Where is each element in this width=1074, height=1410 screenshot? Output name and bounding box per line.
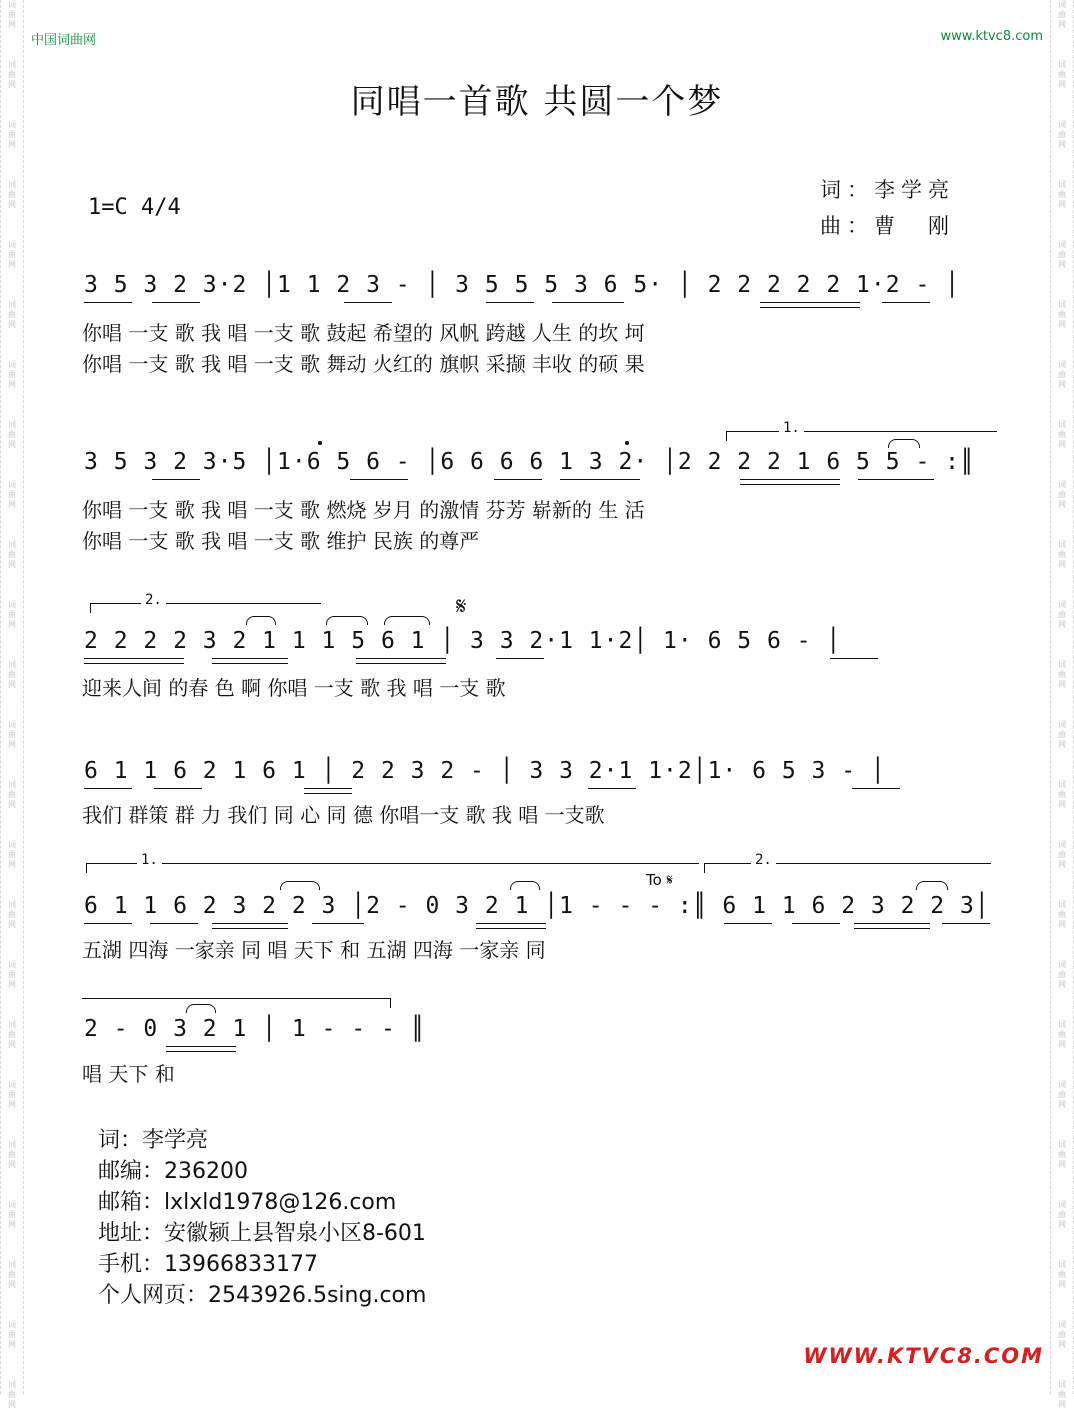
watermark-char: 网 bbox=[8, 560, 16, 569]
contact-address: 地址：安徽颍上县智泉小区8-601 bbox=[98, 1221, 426, 1246]
watermark-char: 网 bbox=[1058, 800, 1066, 809]
watermark-char: 网 bbox=[1058, 1400, 1066, 1409]
watermark-char: 网 bbox=[8, 860, 16, 869]
watermark-char: 词 bbox=[1058, 180, 1066, 189]
watermark-char: 词 bbox=[8, 420, 16, 429]
contact-homepage: 个人网页：2543926.5sing.com bbox=[98, 1283, 427, 1308]
watermark-char: 词 bbox=[8, 900, 16, 909]
watermark-char: 曲 bbox=[8, 910, 16, 919]
watermark-char: 曲 bbox=[1058, 850, 1066, 859]
watermark-char: 曲 bbox=[8, 670, 16, 679]
watermark-char: 词 bbox=[8, 240, 16, 249]
watermark-char: 网 bbox=[1058, 1040, 1066, 1049]
watermark-char: 词 bbox=[8, 720, 16, 729]
watermark-char: 词 bbox=[8, 540, 16, 549]
watermark-char: 曲 bbox=[1058, 970, 1066, 979]
volta-2-bracket bbox=[90, 592, 321, 613]
watermark-char: 词 bbox=[8, 180, 16, 189]
watermark-char: 曲 bbox=[1058, 610, 1066, 619]
watermark-char: 网 bbox=[1058, 1220, 1066, 1229]
watermark-char: 曲 bbox=[1058, 550, 1066, 559]
contact-phone: 手机：13966833177 bbox=[98, 1252, 318, 1277]
watermark-char: 词 bbox=[8, 1260, 16, 1269]
watermark-char: 词 bbox=[1058, 600, 1066, 609]
watermark-char: 曲 bbox=[1058, 730, 1066, 739]
watermark-char: 曲 bbox=[1058, 370, 1066, 379]
notes-line: 3 5 3 2 3·2 │1 1 2 3 - │ 3 5 5 5 3 6 5· │ 2 2 2 2 2 1·2 - │ bbox=[84, 272, 960, 298]
watermark-char: 曲 bbox=[8, 610, 16, 619]
watermark-char: 曲 bbox=[8, 190, 16, 199]
watermark-char: 曲 bbox=[8, 790, 16, 799]
watermark-char: 曲 bbox=[1058, 10, 1066, 19]
watermark-char: 曲 bbox=[1058, 70, 1066, 79]
volta-label: 1. bbox=[779, 420, 804, 436]
watermark-char: 曲 bbox=[8, 1030, 16, 1039]
lyricist-credit: 词：李学亮 bbox=[820, 178, 955, 202]
watermark-char: 词 bbox=[1058, 1380, 1066, 1389]
watermark-strip-left bbox=[0, 0, 24, 1409]
watermark-char: 词 bbox=[1058, 60, 1066, 69]
watermark-char: 词 bbox=[8, 660, 16, 669]
watermark-char: 曲 bbox=[1058, 790, 1066, 799]
lyrics-chorus: 我们 群策 群 力 我们 同 心 同 德 你唱一支 歌 我 唱 一支歌 bbox=[82, 803, 605, 827]
song-title: 同唱一首歌 共圆一个梦 bbox=[350, 82, 724, 122]
watermark-char: 曲 bbox=[8, 730, 16, 739]
watermark-char: 曲 bbox=[1058, 1390, 1066, 1399]
watermark-char: 词 bbox=[1058, 1020, 1066, 1029]
watermark-char: 词 bbox=[1058, 660, 1066, 669]
watermark-char: 网 bbox=[8, 140, 16, 149]
contact-email: 邮箱：lxlxld1978@126.com bbox=[98, 1190, 397, 1215]
watermark-char: 网 bbox=[8, 680, 16, 689]
watermark-char: 词 bbox=[8, 60, 16, 69]
watermark-char: 词 bbox=[1058, 780, 1066, 789]
watermark-char: 词 bbox=[8, 1320, 16, 1329]
watermark-char: 词 bbox=[8, 600, 16, 609]
watermark-char: 曲 bbox=[1058, 250, 1066, 259]
watermark-char: 词 bbox=[1058, 120, 1066, 129]
watermark-char: 词 bbox=[1058, 1080, 1066, 1089]
watermark-char: 曲 bbox=[8, 1210, 16, 1219]
watermark-char: 曲 bbox=[8, 370, 16, 379]
lyrics-verse-2: 你唱 一支 歌 我 唱 一支 歌 舞动 火红的 旗帜 采撷 丰收 的硕 果 bbox=[82, 352, 645, 376]
watermark-char: 曲 bbox=[1058, 1270, 1066, 1279]
watermark-char: 曲 bbox=[8, 310, 16, 319]
watermark-char: 曲 bbox=[1058, 190, 1066, 199]
watermark-char: 网 bbox=[8, 200, 16, 209]
notes-line: 2 2 2 2 3 2 1 1 1 5 6 1 │ 3 3 2·1 1·2│ 1· 6 5 6 - │ bbox=[84, 628, 842, 654]
watermark-char: 网 bbox=[8, 1040, 16, 1049]
watermark-char: 网 bbox=[8, 1400, 16, 1409]
watermark-char: 词 bbox=[8, 840, 16, 849]
watermark-char: 网 bbox=[8, 800, 16, 809]
watermark-char: 网 bbox=[1058, 500, 1066, 509]
watermark-char: 曲 bbox=[1058, 1090, 1066, 1099]
watermark-char: 曲 bbox=[1058, 430, 1066, 439]
watermark-char: 网 bbox=[1058, 860, 1066, 869]
watermark-char: 曲 bbox=[8, 850, 16, 859]
contact-postcode: 邮编：236200 bbox=[98, 1159, 248, 1184]
watermark-char: 曲 bbox=[8, 1150, 16, 1159]
watermark-char: 词 bbox=[8, 1080, 16, 1089]
watermark-char: 曲 bbox=[1058, 1030, 1066, 1039]
watermark-char: 词 bbox=[1058, 240, 1066, 249]
watermark-char: 网 bbox=[1058, 1340, 1066, 1349]
watermark-char: 网 bbox=[1058, 200, 1066, 209]
watermark-char: 词 bbox=[1058, 1260, 1066, 1269]
watermark-char: 曲 bbox=[8, 250, 16, 259]
watermark-char: 曲 bbox=[1058, 1330, 1066, 1339]
watermark-strip-right bbox=[1050, 0, 1074, 1409]
watermark-char: 词 bbox=[8, 1140, 16, 1149]
watermark-char: 网 bbox=[1058, 440, 1066, 449]
lyrics-chorus: 唱 天下 和 bbox=[82, 1062, 175, 1086]
watermark-char: 词 bbox=[1058, 540, 1066, 549]
watermark-char: 词 bbox=[8, 360, 16, 369]
watermark-char: 词 bbox=[8, 300, 16, 309]
watermark-char: 网 bbox=[1058, 320, 1066, 329]
lyrics-verse-2: 你唱 一支 歌 我 唱 一支 歌 维护 民族 的尊严 bbox=[82, 529, 480, 553]
watermark-char: 网 bbox=[8, 260, 16, 269]
watermark-char: 曲 bbox=[1058, 1150, 1066, 1159]
notes-line: 2 - 0 3 2 1 │ 1 - - - ║ bbox=[84, 1016, 426, 1042]
lyrics-verse-1: 你唱 一支 歌 我 唱 一支 歌 鼓起 希望的 风帆 跨越 人生 的坎 坷 bbox=[82, 321, 645, 345]
watermark-char: 词 bbox=[1058, 1320, 1066, 1329]
volta-2-bracket bbox=[704, 852, 991, 873]
lyrics-chorus: 五湖 四海 一家亲 同 唱 天下 和 五湖 四海 一家亲 同 bbox=[82, 938, 546, 962]
watermark-char: 网 bbox=[8, 1280, 16, 1289]
watermark-char: 曲 bbox=[1058, 310, 1066, 319]
watermark-char: 曲 bbox=[8, 10, 16, 19]
watermark-char: 词 bbox=[1058, 1200, 1066, 1209]
watermark-char: 网 bbox=[1058, 620, 1066, 629]
volta-label: 2. bbox=[751, 852, 776, 868]
watermark-char: 网 bbox=[1058, 20, 1066, 29]
ending-bracket bbox=[82, 998, 391, 1008]
watermark-char: 词 bbox=[8, 1200, 16, 1209]
watermark-char: 网 bbox=[8, 440, 16, 449]
lyrics-verse-1: 你唱 一支 歌 我 唱 一支 歌 燃烧 岁月 的激情 芬芳 崭新的 生 活 bbox=[82, 498, 645, 522]
watermark-char: 网 bbox=[8, 920, 16, 929]
watermark-char: 曲 bbox=[8, 70, 16, 79]
watermark-char: 网 bbox=[1058, 1280, 1066, 1289]
volta-1-bracket bbox=[86, 852, 699, 873]
watermark-char: 网 bbox=[1058, 140, 1066, 149]
watermark-char: 词 bbox=[1058, 720, 1066, 729]
site-url: www.ktvc8.com bbox=[940, 29, 1043, 44]
composer-credit: 曲：曹 刚 bbox=[820, 214, 955, 238]
watermark-char: 网 bbox=[1058, 260, 1066, 269]
watermark-char: 网 bbox=[8, 20, 16, 29]
notes-line: 6 1 1 6 2 3 2 2 3 │2 - 0 3 2 1 │1 - - - :║ 6 1 1 6 2 3 2 2 3│ bbox=[84, 893, 990, 919]
watermark-char: 网 bbox=[8, 380, 16, 389]
watermark-char: 网 bbox=[8, 1340, 16, 1349]
watermark-char: 词 bbox=[8, 120, 16, 129]
volta-label: 1. bbox=[137, 852, 162, 868]
watermark-char: 网 bbox=[1058, 740, 1066, 749]
watermark-char: 网 bbox=[8, 80, 16, 89]
volta-1-bracket bbox=[726, 420, 997, 441]
watermark-char: 词 bbox=[1058, 480, 1066, 489]
watermark-char: 曲 bbox=[1058, 130, 1066, 139]
watermark-char: 网 bbox=[8, 500, 16, 509]
watermark-char: 词 bbox=[1058, 420, 1066, 429]
notes-line: 6 1 1 6 2 1 6 1 │ 2 2 3 2 - │ 3 3 2·1 1·2│1· 6 5 3 - │ bbox=[84, 758, 886, 784]
segno-sign: 𝄋 bbox=[456, 592, 467, 620]
watermark-char: 词 bbox=[8, 960, 16, 969]
watermark-char: 网 bbox=[1058, 1100, 1066, 1109]
watermark-char: 曲 bbox=[1058, 490, 1066, 499]
watermark-char: 网 bbox=[1058, 80, 1066, 89]
watermark-char: 曲 bbox=[8, 490, 16, 499]
watermark-char: 词 bbox=[1058, 360, 1066, 369]
watermark-char: 曲 bbox=[8, 970, 16, 979]
watermark-char: 网 bbox=[1058, 560, 1066, 569]
lyrics-chorus: 迎来人间 的春 色 啊 你唱 一支 歌 我 唱 一支 歌 bbox=[82, 676, 506, 700]
contact-info bbox=[98, 1125, 426, 1311]
watermark-char: 曲 bbox=[1058, 910, 1066, 919]
watermark-char: 网 bbox=[8, 980, 16, 989]
watermark-char: 网 bbox=[1058, 980, 1066, 989]
watermark-char: 词 bbox=[8, 480, 16, 489]
watermark-char: 词 bbox=[8, 0, 16, 9]
watermark-char: 词 bbox=[8, 1380, 16, 1389]
watermark-char: 词 bbox=[1058, 900, 1066, 909]
site-name: 中国词曲网 bbox=[31, 33, 97, 48]
watermark-char: 网 bbox=[1058, 920, 1066, 929]
watermark-char: 网 bbox=[8, 1100, 16, 1109]
watermark-char: 词 bbox=[1058, 840, 1066, 849]
watermark-char: 曲 bbox=[8, 1270, 16, 1279]
watermark-char: 词 bbox=[1058, 0, 1066, 9]
key-signature: 1=C 4/4 bbox=[88, 195, 181, 220]
watermark-char: 网 bbox=[8, 620, 16, 629]
watermark-char: 网 bbox=[8, 1160, 16, 1169]
notes-line: 3 5 3 2 3·5 │1·6 5 6 - │6 6 6 6 1 3 2· │2 2 2 2 1 6 5 5 - :║ bbox=[84, 449, 975, 475]
watermark-char: 词 bbox=[8, 1020, 16, 1029]
watermark-char: 曲 bbox=[8, 1390, 16, 1399]
watermark-char: 网 bbox=[1058, 380, 1066, 389]
watermark-char: 词 bbox=[1058, 1140, 1066, 1149]
watermark-char: 网 bbox=[8, 740, 16, 749]
watermark-char: 曲 bbox=[8, 1090, 16, 1099]
watermark-char: 网 bbox=[1058, 1160, 1066, 1169]
watermark-char: 曲 bbox=[1058, 670, 1066, 679]
watermark-char: 曲 bbox=[1058, 1210, 1066, 1219]
volta-label: 2. bbox=[141, 592, 166, 608]
watermark-char: 词 bbox=[8, 780, 16, 789]
watermark-char: 曲 bbox=[8, 550, 16, 559]
ktvc8-logo: WWW.KTVC8.COM bbox=[803, 1344, 1044, 1368]
watermark-char: 曲 bbox=[8, 430, 16, 439]
to-coda-mark: To 𝄋 bbox=[646, 871, 674, 889]
watermark-char: 曲 bbox=[8, 1330, 16, 1339]
contact-lyricist: 词：李学亮 bbox=[98, 1128, 209, 1153]
watermark-char: 曲 bbox=[8, 130, 16, 139]
watermark-char: 网 bbox=[8, 320, 16, 329]
watermark-char: 词 bbox=[1058, 300, 1066, 309]
watermark-char: 网 bbox=[1058, 680, 1066, 689]
watermark-char: 网 bbox=[8, 1220, 16, 1229]
watermark-char: 词 bbox=[1058, 960, 1066, 969]
